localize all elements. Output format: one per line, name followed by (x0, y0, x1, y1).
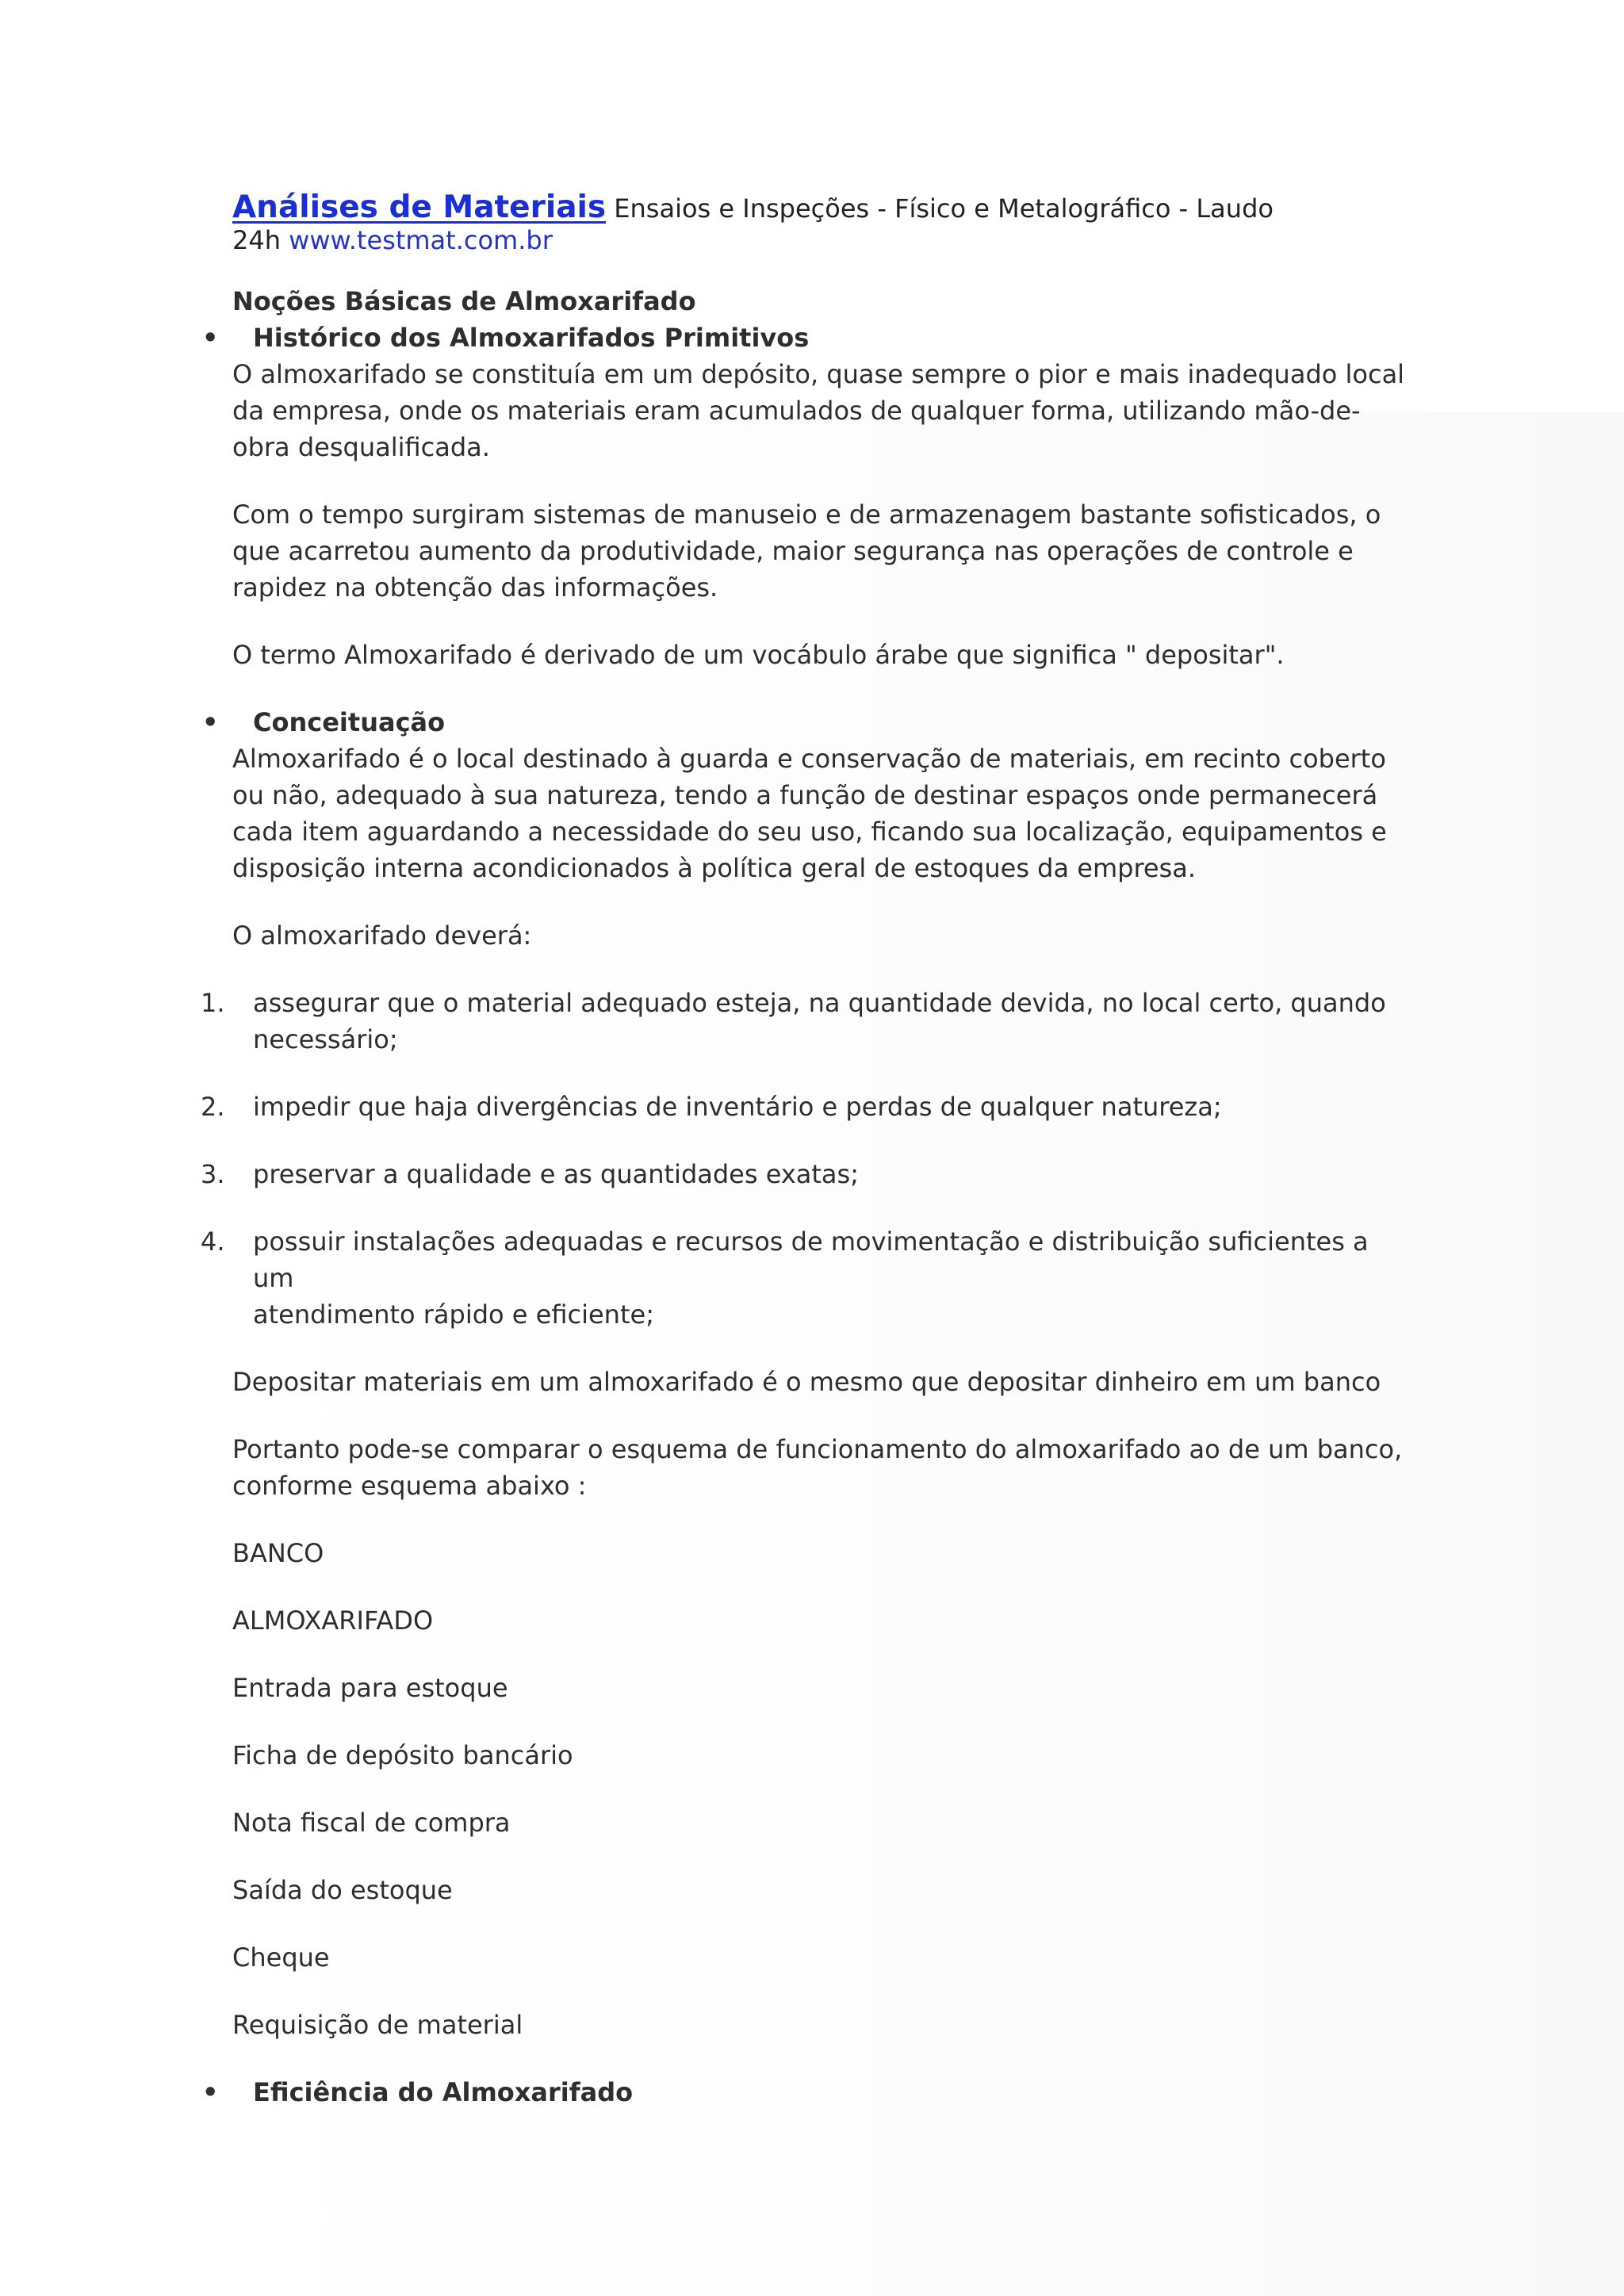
scheme-item: BANCO (232, 1538, 324, 1568)
list-number: 3. (201, 1159, 225, 1189)
paragraph: O almoxarifado deverá: (232, 920, 532, 951)
document-title: Noções Básicas de Almoxarifado (232, 286, 696, 316)
bullet-icon: • (202, 2077, 219, 2107)
bullet-icon: • (202, 323, 219, 353)
paragraph: Depositar materiais em um almoxarifado é o mesmo que depositar dinheiro em um banco (232, 1367, 1381, 1397)
ad-description-tail: 24h (232, 225, 289, 255)
scheme-item: Cheque (232, 1942, 330, 1973)
paragraph: Almoxarifado é o local destinado à guarda e conservação de materiais, em recinto coberto ou não, adequado à sua natureza, tendo a função de destinar espaços onde permanecerá cada item aguardando a necessidade do seu uso, ficando sua localização, equipamentos e disposição interna acondicionados à política geral de estoques da empresa. (232, 744, 1387, 883)
paragraph: O termo Almoxarifado é derivado de um vocábulo árabe que significa " depositar". (232, 640, 1285, 670)
scheme-item: Requisição de material (232, 2010, 523, 2040)
scheme-item: Ficha de depósito bancário (232, 1740, 573, 1770)
paragraph: O almoxarifado se constituía em um depósito, quase sempre o pior e mais inadequado local da empresa, onde os materiais eram acumulados de qualquer forma, utilizando mão-de-obra desqualificada. (232, 359, 1405, 462)
list-number: 2. (201, 1092, 225, 1122)
list-item: 1. assegurar que o material adequado esteja, na quantidade devida, no local certo, quando necessário; (232, 985, 1406, 1058)
list-item: 3. preservar a qualidade e as quantidades exatas; (232, 1156, 1406, 1192)
list-item: 2. impedir que haja divergências de inventário e perdas de qualquer natureza; (232, 1089, 1406, 1125)
scheme-item: ALMOXARIFADO (232, 1605, 434, 1636)
section-heading-eficiencia: • Eficiência do Almoxarifado (232, 2074, 1406, 2110)
list-number: 1. (201, 988, 225, 1018)
ad-url-link[interactable]: www.testmat.com.br (289, 225, 553, 255)
scheme-item: Entrada para estoque (232, 1673, 508, 1703)
paragraph: Com o tempo surgiram sistemas de manuseio e de armazenagem bastante sofisticados, o que acarretou aumento da produtividade, maior segurança nas operações de controle e rapidez na obtenção das informações. (232, 499, 1381, 603)
paragraph: Portanto pode-se comparar o esquema de funcionamento do almoxarifado ao de um banco, conforme esquema abaixo : (232, 1434, 1403, 1501)
bullet-icon: • (202, 707, 219, 737)
ad-title-link[interactable]: Análises de Materiais (232, 189, 607, 225)
scheme-item: Nota fiscal de compra (232, 1808, 511, 1838)
scheme-item: Saída do estoque (232, 1875, 453, 1905)
list-number: 4. (201, 1226, 225, 1257)
document-content (201, 189, 1406, 2110)
sponsored-ad (232, 189, 1406, 256)
ad-description: Ensaios e Inspeções - Físico e Metalográfico - Laudo (606, 193, 1274, 224)
section-heading-conceituacao: • Conceituação (232, 704, 1406, 740)
section-heading-historico: • Histórico dos Almoxarifados Primitivos (232, 320, 1406, 356)
list-item: 4. possuir instalações adequadas e recursos de movimentação e distribuição suficientes a um atendimento rápido e eficiente; (232, 1223, 1406, 1333)
